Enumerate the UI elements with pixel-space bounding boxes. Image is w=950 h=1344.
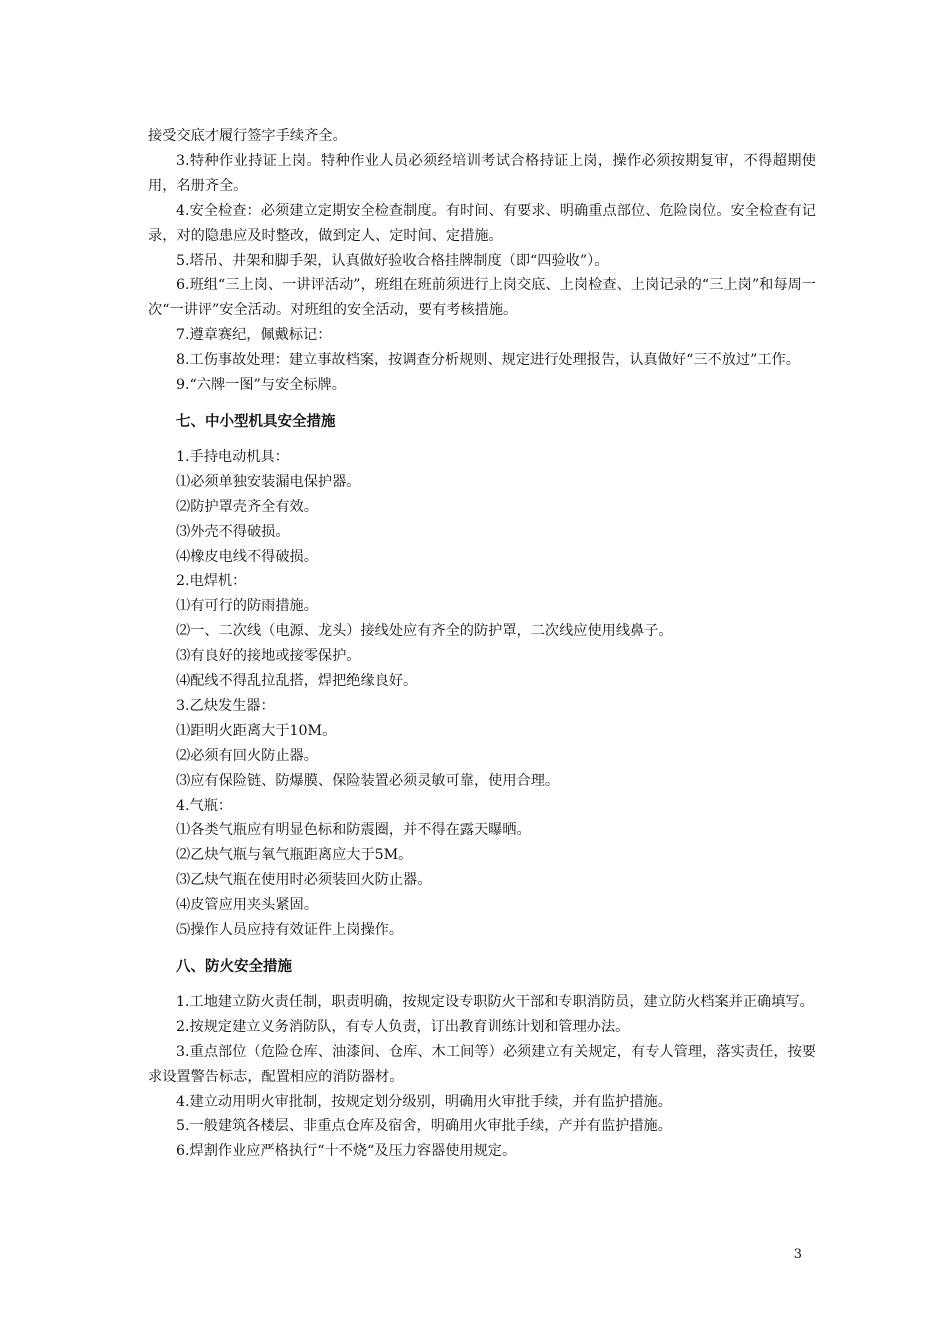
list-item: ⑴有可行的防雨措施。 (176, 598, 318, 615)
list-item: 1.手持电动机具： (176, 448, 289, 465)
list-item: ⑶外壳不得破损。 (176, 523, 290, 540)
paragraph: 6.班组“三上岗、一讲评活动”，班组在班前须进行上岗交底、上岗检查、上岗记录的“三上岗”和每周一次“一讲评”安全活动。对班组的安全活动，要有考核措施。 (148, 277, 816, 319)
list-item: ⑶有良好的接地或接零保护。 (176, 648, 361, 665)
fire-safety-items (148, 990, 816, 1164)
list-item: ⑴必须单独安装漏电保护器。 (176, 473, 361, 490)
list-item: ⑴距明火距离大于10M。 (176, 722, 337, 739)
paragraph: 5.塔吊、井架和脚手架，认真做好验收合格挂牌制度（即“四验收”）。 (176, 252, 609, 269)
paragraph: 3.重点部位（危险仓库、油漆间、仓库、木工间等）必须建立有关规定，有专人管理，落实责任，按要求设置警告标志，配置相应的消防器材。 (148, 1043, 816, 1085)
paragraph: 7.遵章赛纪，佩戴标记： (176, 327, 332, 344)
page-number: 3 (793, 1247, 802, 1262)
list-item: ⑸操作人员应持有效证件上岗操作。 (176, 922, 404, 939)
list-item: ⑶应有保险链、防爆膜、保险装置必须灵敏可靠，使用合理。 (176, 772, 560, 789)
paragraph: 4.建立动用明火审批制，按规定划分级别，明确用火审批手续，并有监护措施。 (176, 1093, 672, 1110)
list-item: ⑶乙炔气瓶在使用时必须装回火防止器。 (176, 872, 432, 889)
list-item: ⑷橡皮电线不得破损。 (176, 548, 318, 565)
list-item: ⑵必须有回火防止器。 (176, 747, 318, 764)
list-item: 4.气瓶： (176, 797, 233, 814)
list-item: 3.乙炔发生器： (176, 697, 275, 714)
paragraph: 9.“六牌一图”与安全标牌。 (176, 377, 346, 394)
list-item: ⑷皮管应用夹头紧固。 (176, 897, 318, 914)
list-item: ⑷配线不得乱拉乱搭，焊把绝缘良好。 (176, 673, 418, 690)
paragraph: 8.工伤事故处理：建立事故档案，按调查分析规则、规定进行处理报告，认真做好“三不放过”工作。 (176, 352, 800, 369)
paragraph: 5.一般建筑各楼层、非重点仓库及宿舍，明确用火审批手续，产并有监护措施。 (176, 1118, 672, 1135)
section-heading-8: 八、防火安全措施 (176, 958, 292, 975)
paragraph: 6.焊割作业应严格执行“十不烧“及压力容器使用规定。 (176, 1143, 517, 1160)
machinery-safety-items (148, 445, 816, 943)
paragraph: 2.按规定建立义务消防队，有专人负责，订出教育训练计划和管理办法。 (176, 1018, 630, 1035)
paragraph: 1.工地建立防火责任制，职责明确，按规定设专职防火干部和专职消防员，建立防火档案并正确填写。 (176, 993, 814, 1010)
list-item: ⑵一、二次线（电源、龙头）接线处应有齐全的防护罩，二次线应使用线鼻子。 (176, 623, 673, 640)
paragraph: 3.特种作业持证上岗。特种作业人员必须经培训考试合格持证上岗，操作必须按期复审，不得超期使用，名册齐全。 (148, 152, 816, 194)
list-item: ⑵防护罩壳齐全有效。 (176, 498, 318, 515)
list-item: ⑴各类气瓶应有明显色标和防震圈，并不得在露天曝晒。 (176, 822, 531, 839)
safety-management-items (148, 124, 816, 398)
list-item: 2.电焊机： (176, 573, 247, 590)
paragraph: 4.安全检查：必须建立定期安全检查制度。有时间、有要求、明确重点部位、危险岗位。安全检查有记录，对的隐患应及时整改，做到定人、定时间、定措施。 (148, 202, 816, 244)
paragraph: 接受交底才履行签字手续齐全。 (148, 128, 347, 144)
list-item: ⑵乙炔气瓶与氧气瓶距离应大于5M。 (176, 847, 413, 864)
document-page (148, 124, 816, 1164)
section-heading-7: 七、中小型机具安全措施 (176, 412, 336, 430)
